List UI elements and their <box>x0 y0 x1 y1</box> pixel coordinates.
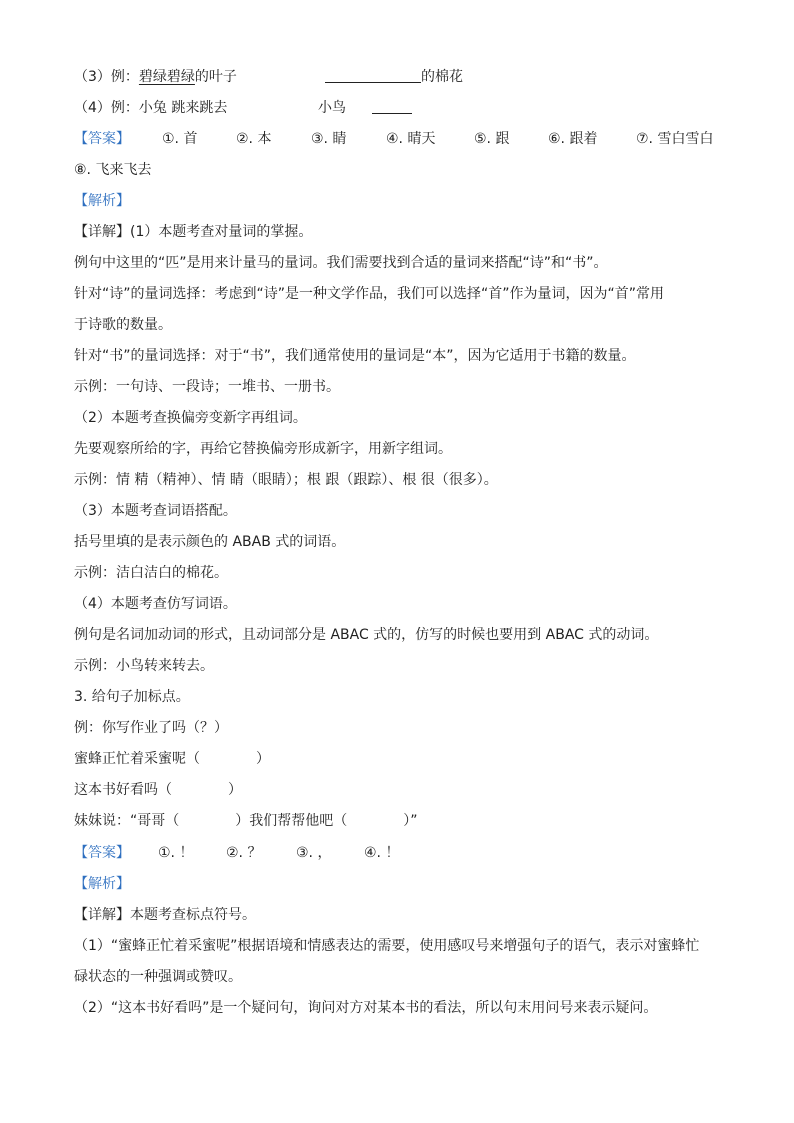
q3-sentence-3 <box>74 811 418 831</box>
q3-detail-line: 【详解】本题考查标点符号。 <box>74 907 256 923</box>
q2-3-example-fill: 碧绿碧绿 <box>138 69 195 85</box>
q2-3-example-tail: 的叶子 <box>194 69 237 85</box>
q2-detail-line: 针对“诗”的量词选择：考虑到“诗”是一种文学作品，我们可以选择“首”作为量词，因为“首”常用 <box>74 286 665 302</box>
q2-answer-5: ⑤. 跟 <box>474 131 510 147</box>
q3-example: 例：你写作业了吗（？） <box>74 720 228 736</box>
q3-sentence-2-text: 这本书好看吗（ <box>74 782 172 798</box>
q3-analysis-tag: 【解析】 <box>74 876 130 892</box>
q2-4-blank <box>372 99 412 114</box>
q3-title: 3. 给句子加标点。 <box>74 689 190 705</box>
q3-detail-line: 碌状态的一种强调或赞叹。 <box>74 969 242 985</box>
q2-detail-line: 示例：洁白洁白的棉花。 <box>74 565 228 581</box>
q2-4-subject: 小鸟 <box>318 100 346 116</box>
q2-detail-line: 示例：情 精（精神）、情 睛（眼睛）；根 跟（跟踪）、根 很（很多）。 <box>74 472 498 488</box>
q2-3-tail: 的棉花 <box>421 69 463 85</box>
q3-detail-line: （1）“蜜蜂正忙着采蜜呢”根据语境和情感表达的需要，使用感叹号来增强句子的语气，表示对蜜蜂忙 <box>74 938 700 954</box>
q3-sentence-1-text: 蜜蜂正忙着采蜜呢（ <box>74 751 200 767</box>
q2-3-blank-line <box>325 67 463 87</box>
q2-4-prefix: （4）例：小兔 跳来跳去 <box>74 100 228 116</box>
q3-answer-1: ①. ！ <box>158 845 194 861</box>
q3-answer-2: ②. ？ <box>226 845 262 861</box>
q2-3-prefix: （3）例： <box>74 69 139 85</box>
q3-answer-4: ④. ！ <box>364 845 400 861</box>
q2-4-subject-line <box>318 98 412 118</box>
q3-sentence-1-end: ） <box>256 751 270 767</box>
q2-answer-1: ①. 首 <box>162 131 198 147</box>
q2-detail-line: （4）本题考查仿写词语。 <box>74 596 237 612</box>
q2-detail-line: 示例：一句诗、一段诗；一堆书、一册书。 <box>74 379 340 395</box>
q3-answer-3: ③. ， <box>296 845 332 861</box>
q3-sentence-2-end: ） <box>228 782 242 798</box>
q2-answer-6: ⑥. 跟着 <box>548 131 598 147</box>
q2-detail-line: （3）本题考查词语搭配。 <box>74 503 237 519</box>
q2-detail-line: 括号里填的是表示颜色的 ABAB 式的词语。 <box>74 534 346 550</box>
q2-detail-line: 先要观察所给的字，再给它替换偏旁形成新字，用新字组词。 <box>74 441 452 457</box>
q3-detail-line: （2）“这本书好看吗”是一个疑问句，询问对方对某本书的看法，所以句末用问号来表示疑问。 <box>74 1000 658 1016</box>
q2-answer-4: ④. 晴天 <box>386 131 436 147</box>
q2-3-line <box>74 67 237 87</box>
q3-sentence-3-part-c: ）” <box>403 813 418 829</box>
q3-sentence-2 <box>74 780 242 800</box>
q2-detail-line: 示例：小鸟转来转去。 <box>74 658 214 674</box>
q2-answer-7: ⑦. 雪白雪白 <box>636 131 714 147</box>
q2-detail-line: 例句中这里的“匹”是用来计量马的量词。我们需要找到合适的量词来搭配“诗”和“书”。 <box>74 255 608 271</box>
q2-answer-tag: 【答案】 <box>74 131 130 147</box>
q2-3-blank <box>325 68 421 83</box>
q2-answer-8: ⑧. 飞来飞去 <box>74 162 152 178</box>
q2-detail-line: 针对“书”的量词选择：对于“书”，我们通常使用的量词是“本”，因为它适用于书籍的数量。 <box>74 348 636 364</box>
q2-detail-line: 于诗歌的数量。 <box>74 317 172 333</box>
q2-detail-line: （2）本题考查换偏旁变新字再组词。 <box>74 410 307 426</box>
q2-4-line <box>74 98 227 118</box>
q2-detail-line: 【详解】(1）本题考查对量词的掌握。 <box>74 224 313 240</box>
q3-answer-tag: 【答案】 <box>74 845 130 861</box>
q2-answer-2: ②. 本 <box>236 131 272 147</box>
q2-detail-line: 例句是名词加动词的形式，且动词部分是 ABAC 式的，仿写的时候也要用到 ABAC 式的动词。 <box>74 627 659 643</box>
q3-sentence-3-part-a: 妹妹说：“哥哥（ <box>74 813 180 829</box>
q2-analysis-tag: 【解析】 <box>74 193 130 209</box>
q2-answer-3: ③. 睛 <box>311 131 347 147</box>
q3-sentence-3-part-b: ）我们帮帮他吧（ <box>235 813 348 829</box>
q3-sentence-1 <box>74 749 270 769</box>
